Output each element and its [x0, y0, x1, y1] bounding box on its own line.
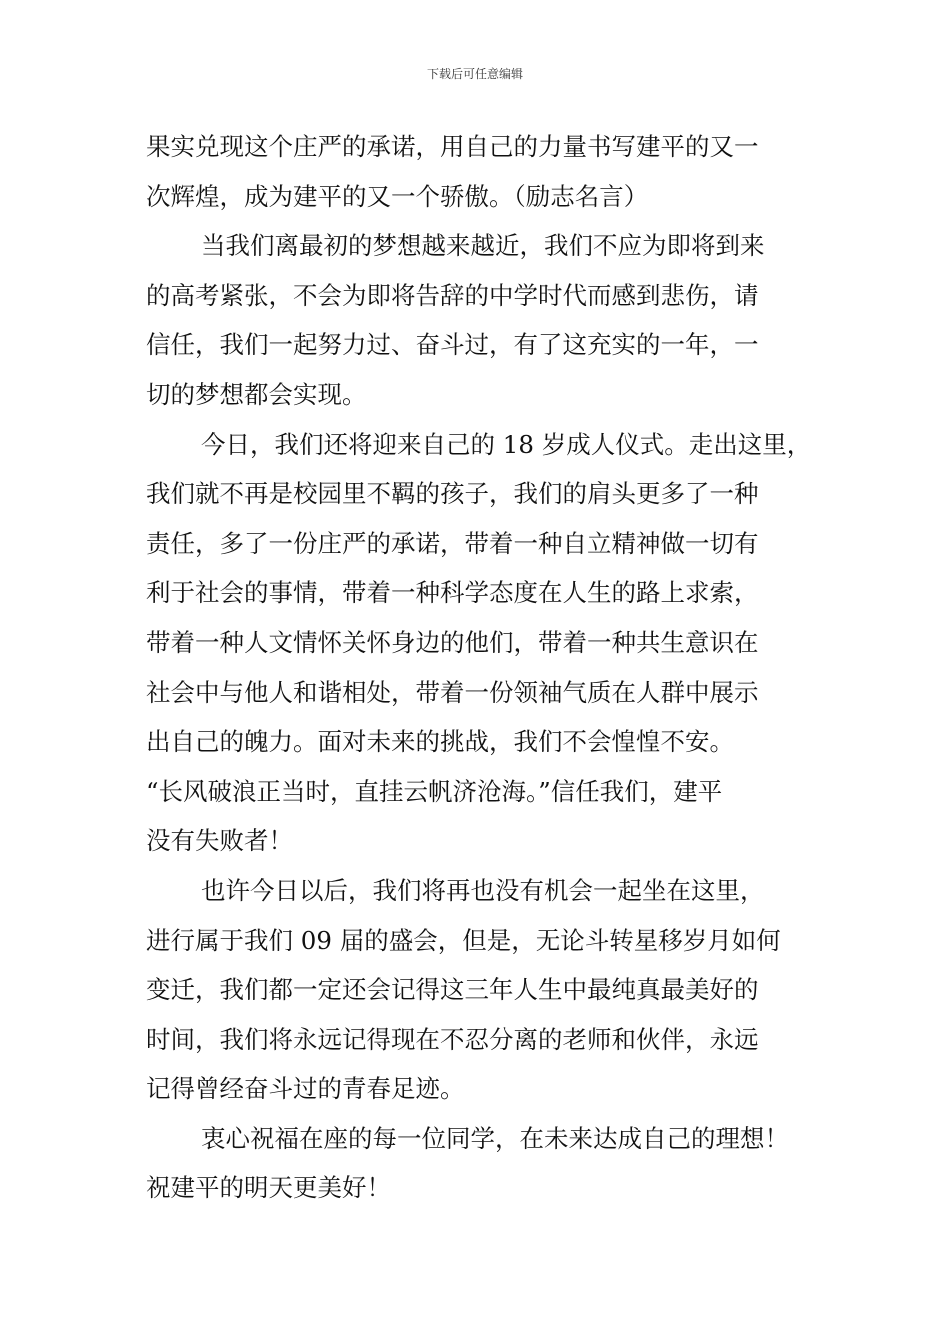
text-line: 果实兑现这个庄严的承诺，用自己的力量书写建平的又一 [146, 132, 759, 161]
text-line: 利于社会的事情，带着一种科学态度在人生的路上求索， [146, 578, 759, 608]
text-line: 信任，我们一起努力过、奋斗过，有了这充实的一年，一 [146, 330, 759, 360]
paragraph-start-line: 也许今日以后，我们将再也没有机会一起坐在这里， [201, 875, 765, 905]
text-line: 带着一种人文情怀关怀身边的他们，带着一种共生意识在 [146, 627, 759, 657]
text-line: 进行属于我们 09 届的盛会，但是，无论斗转星移岁月如何 [146, 925, 781, 955]
text-line: 我们就不再是校园里不羁的孩子，我们的肩头更多了一种 [146, 479, 759, 509]
text-line: 切的梦想都会实现。 [146, 379, 367, 409]
text-line: 社会中与他人和谐相处，带着一份领袖气质在人群中展示 [146, 677, 759, 707]
text-line: 没有失败者！ [146, 826, 293, 856]
text-line: 次辉煌，成为建平的又一个骄傲。（励志名言） [146, 181, 649, 211]
text-line: 祝建平的明天更美好！ [146, 1173, 391, 1203]
text-line: 变迁，我们都一定还会记得这三年人生中最纯真最美好的 [146, 975, 759, 1005]
document-body [146, 122, 812, 1213]
text-line: 的高考紧张，不会为即将告辞的中学时代而感到悲伤，请 [146, 280, 759, 310]
text-line: “长风破浪正当时，直挂云帆济沧海。”信任我们，建平 [146, 776, 723, 806]
text-line: 出自己的魄力。面对未来的挑战，我们不会惶惶不安。 [146, 727, 734, 757]
page-header-note: 下载后可任意编辑 [426, 67, 523, 81]
text-line: 责任，多了一份庄严的承诺，带着一种自立精神做一切有 [146, 528, 759, 558]
text-line: 记得曾经奋斗过的青春足迹。 [146, 1074, 465, 1104]
paragraph-start-line: 衷心祝福在座的每一位同学，在未来达成自己的理想！ [201, 1123, 789, 1153]
paragraph-start-line: 当我们离最初的梦想越来越近，我们不应为即将到来 [201, 231, 765, 261]
paragraph-start-line: 今日，我们还将迎来自己的 18 岁成人仪式。走出这里， [201, 429, 812, 459]
text-line: 时间，我们将永远记得现在不忍分离的老师和伙伴，永远 [146, 1024, 759, 1054]
